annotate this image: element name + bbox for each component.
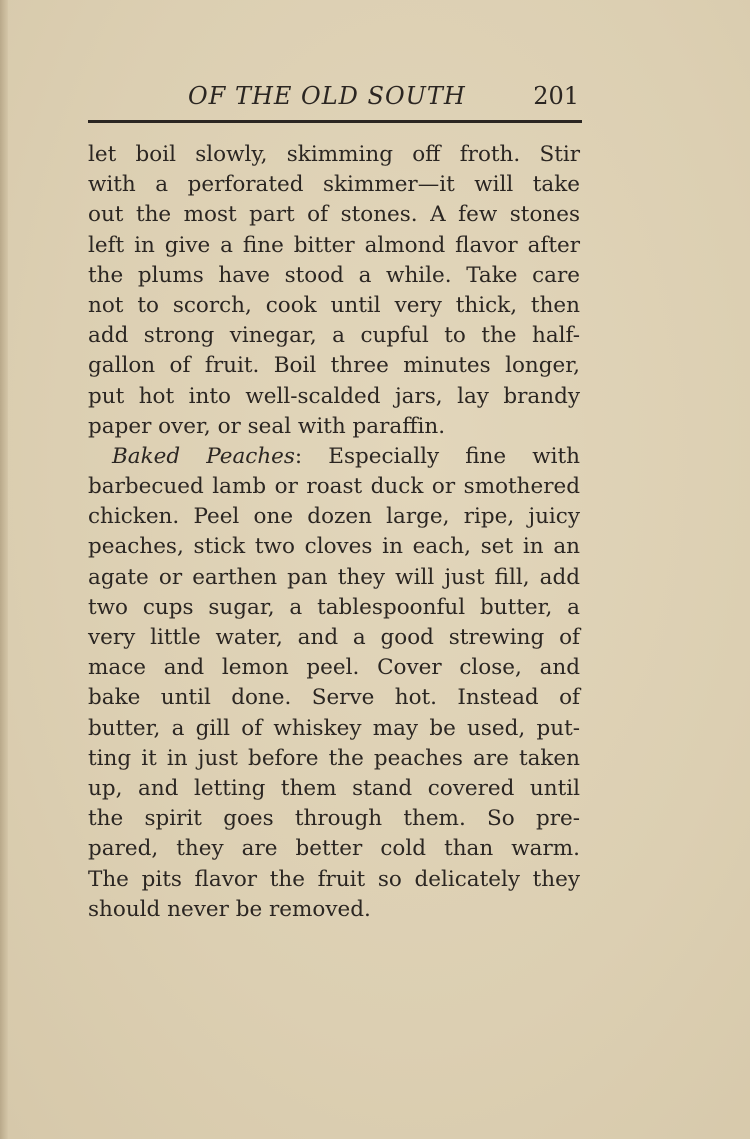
running-head: OF THE OLD SOUTH — [188, 82, 466, 110]
text-line: add strong vinegar, a cupful to the half- — [88, 323, 580, 349]
text-line: gallon of fruit. Boil three minutes longer, — [88, 353, 580, 379]
text-line: the plums have stood a while. Take care — [88, 262, 580, 288]
text-line: left in give a fine bitter almond flavor after — [88, 232, 580, 258]
text-line: pared, they are better cold than warm. — [88, 836, 580, 862]
text-line: put hot into well-scalded jars, lay brandy — [88, 383, 580, 409]
text-line: paper over, or seal with paraffin. — [88, 413, 446, 439]
text-line: chicken. Peel one dozen large, ripe, juicy — [88, 504, 580, 530]
body-text — [88, 140, 580, 925]
text-line: butter, a gill of whiskey may be used, put- — [88, 715, 580, 741]
page-number: 201 — [533, 82, 579, 110]
text-line: ting it in just before the peaches are taken — [88, 745, 580, 771]
text-line: the spirit goes through them. So pre- — [88, 806, 580, 832]
paragraph-plums-continued — [88, 140, 580, 442]
text-line: up, and letting them stand covered until — [88, 775, 580, 801]
recipe-heading: Baked Peaches — [112, 443, 295, 469]
text-line: with a perforated skimmer—it will take — [88, 172, 580, 198]
paragraph-baked-peaches — [88, 442, 580, 925]
text-line: not to scorch, cook until very thick, then — [88, 292, 580, 318]
text-line: bake until done. Serve hot. Instead of — [88, 685, 580, 711]
text-line: peaches, stick two cloves in each, set in an — [88, 534, 580, 560]
recipe-heading-rest: : Especially fine with — [294, 443, 580, 469]
page-gutter — [0, 0, 8, 1139]
text-line: should never be removed. — [88, 896, 371, 922]
text-line: very little water, and a good strewing of — [88, 625, 580, 650]
text-line — [88, 442, 580, 472]
text-line: let boil slowly, skimming off froth. Stir — [88, 142, 580, 167]
text-line: mace and lemon peel. Cover close, and — [88, 655, 580, 681]
text-line: The pits flavor the fruit so delicately they — [88, 866, 580, 892]
text-line: out the most part of stones. A few stones — [88, 202, 580, 228]
text-line: agate or earthen pan they will just fill, add — [88, 564, 580, 590]
text-line: two cups sugar, a tablespoonful butter, a — [88, 594, 580, 620]
header-rule — [88, 120, 582, 123]
text-line: barbecued lamb or roast duck or smothered — [88, 474, 580, 500]
page-header — [88, 82, 581, 116]
